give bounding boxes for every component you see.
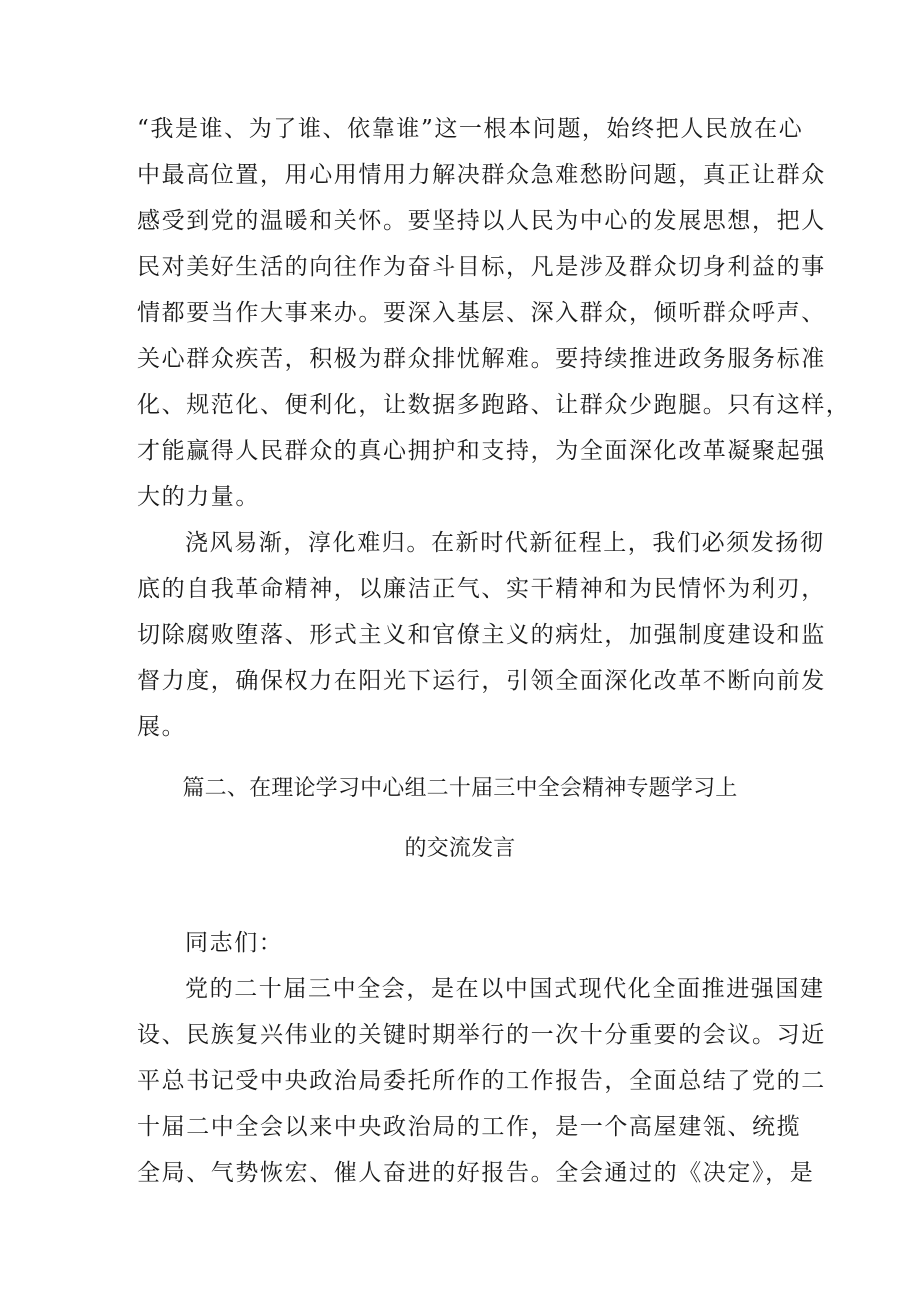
text-line: 督力度，确保权力在阳光下运行，引领全面深化改革不断向前发 <box>137 668 826 694</box>
text-line: 感受到党的温暖和关怀。要坚持以人民为中心的发展思想，把人 <box>137 208 826 234</box>
text-line: 底的自我革命精神，以廉洁正气、实干精神和为民情怀为利刃， <box>137 576 826 602</box>
text-line: 关心群众疾苦，积极为群众排忧解难。要持续推进政务服务标准 <box>137 346 826 372</box>
text-line: 设、民族复兴伟业的关键时期举行的一次十分重要的会议。习近 <box>137 1022 826 1048</box>
text-line: 党的二十届三中全会，是在以中国式现代化全面推进强国建 <box>185 976 825 1002</box>
text-line: 才能赢得人民群众的真心拥护和支持，为全面深化改革凝聚起强 <box>137 438 826 464</box>
salutation: 同志们： <box>185 930 284 956</box>
section-title-line-2: 的交流发言 <box>404 836 516 861</box>
text-line: 平总书记受中央政治局委托所作的工作报告，全面总结了党的二 <box>137 1068 826 1094</box>
text-line: 大的力量。 <box>137 484 260 510</box>
text-line: 浇风易渐，淳化难归。在新时代新征程上，我们必须发扬彻 <box>185 530 825 556</box>
text-line: “我是谁、为了谁、依靠谁”这一根本问题，始终把人民放在心 <box>137 116 804 142</box>
text-line: 中最高位置，用心用情用力解决群众急难愁盼问题，真正让群众 <box>137 162 826 188</box>
section-title-line-1: 篇二、在理论学习中心组二十届三中全会精神专题学习上 <box>182 776 738 801</box>
text-line: 情都要当作大事来办。要深入基层、深入群众，倾听群众呼声、 <box>137 300 826 326</box>
text-line: 民对美好生活的向往作为奋斗目标，凡是涉及群众切身利益的事 <box>137 254 826 280</box>
text-line: 全局、气势恢宏、催人奋进的好报告。全会通过的《决定》，是 <box>137 1160 815 1186</box>
text-line: 展。 <box>137 714 187 740</box>
text-line: 切除腐败堕落、形式主义和官僚主义的病灶，加强制度建设和监 <box>137 622 826 648</box>
text-line: 化、规范化、便利化，让数据多跑路、让群众少跑腿。只有这样， <box>137 392 851 418</box>
text-line: 十届二中全会以来中央政治局的工作，是一个高屋建瓴、统揽 <box>137 1114 802 1140</box>
